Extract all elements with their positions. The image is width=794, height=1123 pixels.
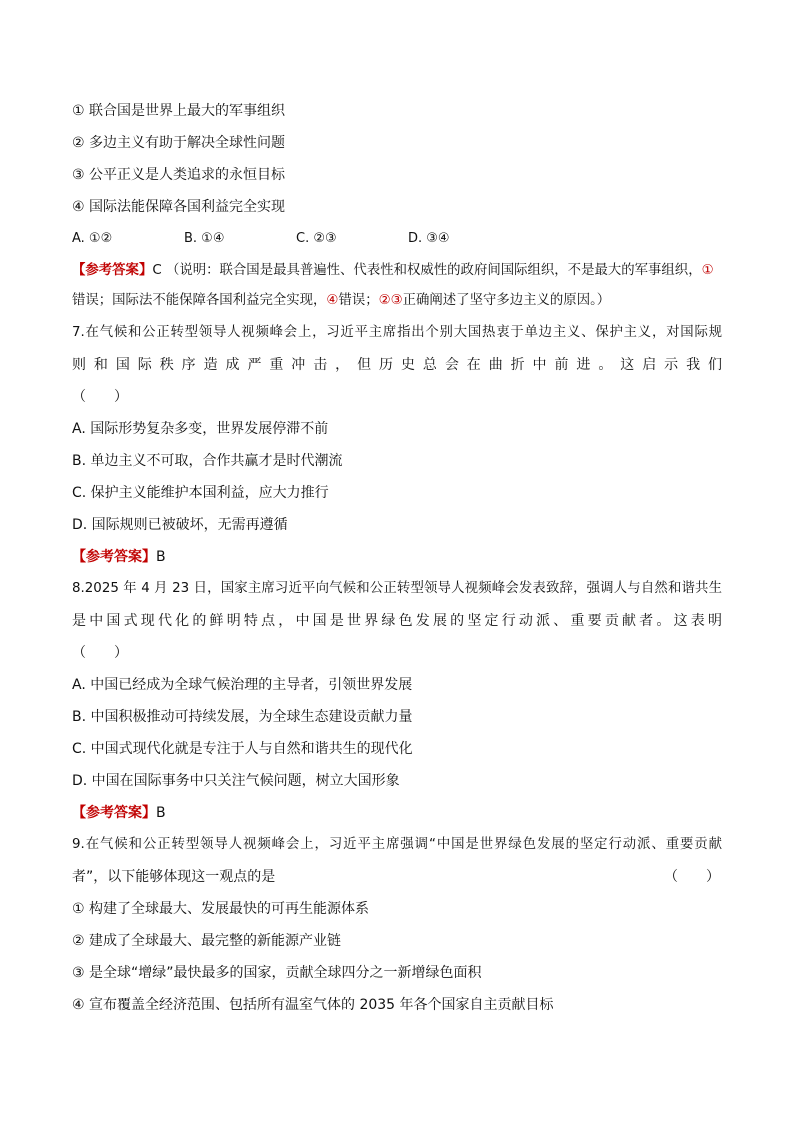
q7-option-a: A. 国际形势复杂多变，世界发展停滞不前 — [72, 421, 329, 437]
q8-option-c: C. 中国式现代化就是专注于人与自然和谐共生的现代化 — [72, 741, 413, 757]
q9-stem-line1: 9.在气候和公正转型领导人视频峰会上，习近平主席强调“中国是世界绿色发展的坚定行动派、重要贡献 — [72, 837, 722, 852]
answer-label: 【参考答案】 — [72, 263, 153, 278]
q9-item-1: ① 构建了全球最大、发展最快的可再生能源体系 — [72, 901, 369, 917]
q8-option-d: D. 中国在国际事务中只关注气候问题，树立大国形象 — [72, 773, 400, 789]
q6-choice-a: A. ①② — [72, 231, 113, 246]
q6-mark-1: ① — [701, 263, 714, 278]
answer-label: 【参考答案】 — [72, 805, 156, 821]
q6-item-3: ③ 公平正义是人类追求的永恒目标 — [72, 167, 286, 183]
q7-stem-line2: 则和国际秩序造成严重冲击，但历史总会在曲折中前进。这启示我们 — [72, 357, 722, 373]
answer-value: B — [156, 549, 166, 565]
q6-choice-b: B. ①④ — [184, 231, 225, 246]
q6-answer-line — [72, 261, 714, 281]
q7-option-c: C. 保护主义能维护本国利益，应大力推行 — [72, 485, 329, 501]
q7-stem-line1: 7.在气候和公正转型领导人视频峰会上，习近平主席指出个别大国热衷于单边主义、保护主义，对国际规 — [72, 325, 722, 340]
q8-answer-paren: （ ） — [72, 645, 128, 661]
q9-answer-paren: （ ） — [664, 869, 720, 885]
answer-label: 【参考答案】 — [72, 549, 156, 565]
answer-value: C — [152, 263, 162, 278]
q6-explanation-part4: 正确阐述了坚守多边主义的原因。） — [402, 293, 611, 308]
q8-stem-line2: 是中国式现代化的鲜明特点，中国是世界绿色发展的坚定行动派、重要贡献者。这表明 — [72, 613, 722, 629]
q6-mark-23: ②③ — [378, 293, 403, 308]
q6-explanation-part2: 错误；国际法不能保障各国利益完全实现， — [72, 293, 327, 308]
q6-explanation-line2 — [72, 291, 610, 311]
q9-stem-line2: 者”，以下能够体现这一观点的是 — [72, 869, 276, 885]
q9-item-2: ② 建成了全球最大、最完整的新能源产业链 — [72, 933, 341, 949]
q6-choices — [72, 229, 520, 249]
q6-choice-c: C. ②③ — [296, 231, 337, 246]
q6-item-4: ④ 国际法能保障各国利益完全实现 — [72, 199, 286, 215]
q7-option-b: B. 单边主义不可取，合作共赢才是时代潮流 — [72, 453, 343, 469]
q6-item-2: ② 多边主义有助于解决全球性问题 — [72, 135, 286, 151]
q6-explanation-part3: 错误； — [338, 293, 379, 308]
q8-option-b: B. 中国积极推动可持续发展，为全球生态建设贡献力量 — [72, 709, 413, 725]
q6-mark-4: ④ — [326, 293, 339, 308]
q7-option-d: D. 国际规则已被破坏，无需再遵循 — [72, 517, 288, 533]
q8-answer-line — [72, 803, 166, 823]
q6-item-1: ① 联合国是世界上最大的军事组织 — [72, 103, 286, 119]
q7-answer-line — [72, 547, 166, 567]
q9-item-3: ③ 是全球“增绿”最快最多的国家，贡献全球四分之一新增绿色面积 — [72, 965, 482, 981]
q8-option-a: A. 中国已经成为全球气候治理的主导者，引领世界发展 — [72, 677, 413, 693]
q8-stem-line1: 8.2025 年 4 月 23 日，国家主席习近平向气候和公正转型领导人视频峰会发表致辞，强调人与自然和谐共生 — [72, 581, 722, 596]
q6-explanation-part1: （说明：联合国是最具普遍性、代表性和权威性的政府间国际组织，不是最大的军事组织， — [165, 263, 702, 278]
answer-value: B — [156, 805, 166, 821]
q9-item-4: ④ 宣布覆盖全经济范围、包括所有温室气体的 2035 年各个国家自主贡献目标 — [72, 997, 554, 1013]
q7-answer-paren: （ ） — [72, 389, 128, 405]
q6-choice-d: D. ③④ — [408, 231, 450, 246]
